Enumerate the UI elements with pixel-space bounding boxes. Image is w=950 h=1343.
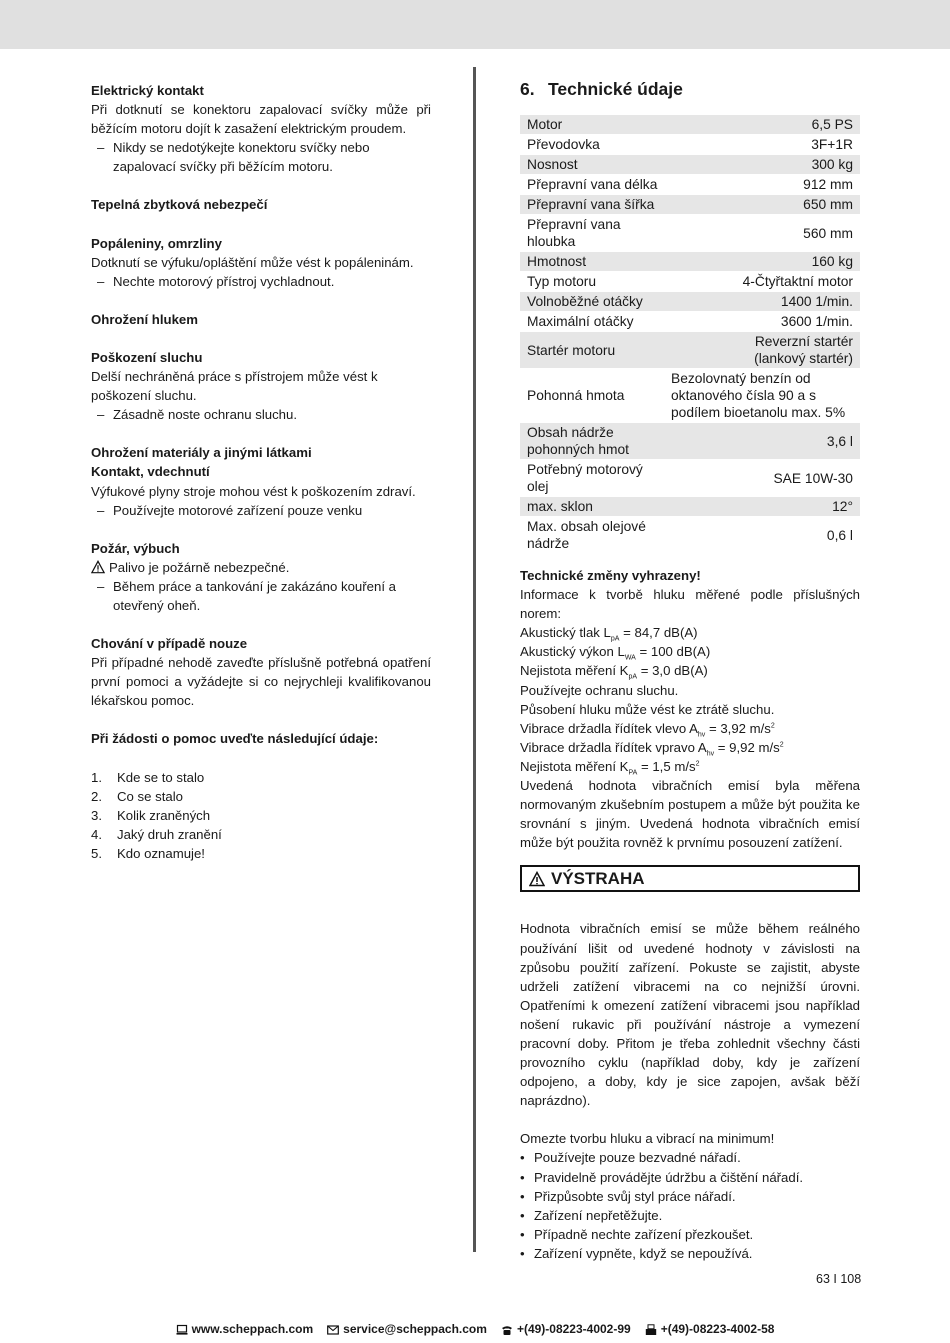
spec-row <box>520 332 860 369</box>
spec-value: 4-Čtyřtaktní motor <box>665 272 860 292</box>
paragraph: Omezte tvorbu hluku a vibrací na minimum! <box>520 1131 775 1147</box>
spec-label: Motor <box>520 115 665 135</box>
spec-value: 12° <box>665 497 860 517</box>
spec-row <box>520 272 860 292</box>
paragraph: Dotknutí se výfuku/opláštění může vést k popáleninám. <box>91 254 414 270</box>
bullet-item: • Přizpůsobte svůj styl práce nářadí. <box>520 1187 860 1206</box>
warning-box <box>520 865 860 892</box>
spec-row <box>520 195 860 215</box>
paragraph: Delší nechráněná práce s přístrojem může vést k poškození sluchu. <box>91 369 378 404</box>
spec-value: Bezolovnatý benzín od oktanového čísla 90 a s podílem bioetanolu max. 5% <box>665 369 860 423</box>
measure-line: Vibrace držadla řídítek vpravo $A_{hv} = 9,92$ $m/s^2$ <box>520 739 784 758</box>
list-item: 2. Co se stalo <box>91 788 183 804</box>
measure-line: Akustický výkon $L_{WA} = 100$ dB(A) <box>520 644 711 663</box>
spec-label: Přepravní vana šířka <box>520 195 665 215</box>
column-divider <box>473 67 476 1252</box>
spec-row <box>520 369 860 423</box>
spec-label: Typ motoru <box>520 272 665 292</box>
paragraph: Používejte ochranu sluchu. <box>520 682 679 698</box>
warning-icon <box>529 871 545 887</box>
spec-label: Potřebný motorový olej <box>520 460 665 497</box>
footer-fax[interactable]: +(49)-08223-4002-58 <box>645 1320 775 1339</box>
section-title: Požár, výbuch <box>91 540 180 556</box>
bullet-item: • Pravidelně provádějte údržbu a čištění nářadí. <box>520 1168 860 1187</box>
spec-label: Obsah nádrže pohonných hmot <box>520 423 665 460</box>
spec-row <box>520 312 860 332</box>
right-column <box>520 78 860 1263</box>
list-item: 1. Kde se to stalo <box>91 769 205 785</box>
spec-row <box>520 252 860 272</box>
email-icon <box>327 1324 339 1336</box>
left-column <box>91 81 431 863</box>
section-title: Poškození sluchu <box>91 349 203 365</box>
section-title: Ohrožení materiály a jinými látkami <box>91 445 312 461</box>
top-bar <box>0 0 950 49</box>
spec-label: Maximální otáčky <box>520 312 665 332</box>
dash-item: – Zásadně noste ochranu sluchu. <box>91 405 431 424</box>
spec-row <box>520 517 860 554</box>
paragraph: Hodnota vibračních emisí se může během reálného používání lišit od uvedené hodnoty v závislosti na způsobu použití zařízení. Pokuste se zajistit, abyste udrželi zatížení vibracemi na co nejnižší úrovni. Opatřeními k omezení zatížení vibracemi jsou například nošení rukavic při používání nástroje a vymezení pracovní doby. Přitom je třeba zohlednit všechny části provozního cyklu (například doby, kdy je zařízení odpojeno, a doby, kdy je sice zapojen, avšak běží naprázdno). <box>520 921 860 1109</box>
spec-label: Volnoběžné otáčky <box>520 292 665 312</box>
spec-row <box>520 155 860 175</box>
spec-label: max. sklon <box>520 497 665 517</box>
dash-item: – Nikdy se nedotýkejte konektoru svíčky nebo zapalovací svíčky při běžícím motoru. <box>91 138 431 176</box>
section-title: Tepelná zbytková nebezpečí <box>91 197 268 213</box>
bullet-item: • Zařízení nepřetěžujte. <box>520 1206 860 1225</box>
bullet-item: • Zařízení vypněte, když se nepoužívá. <box>520 1244 860 1263</box>
section-title: Chování v případě nouze <box>91 636 248 652</box>
spec-value: Reverzní startér (lankový startér) <box>665 332 860 369</box>
warning-text: Palivo je požárně nebezpečné. <box>109 559 290 575</box>
spec-table <box>520 115 860 554</box>
measure-line: Nejistota měření $K_{PA} = 1,5$ $m/s^2$ <box>520 758 700 777</box>
spec-value: 300 kg <box>665 155 860 175</box>
list-item: 4. Jaký druh zranění <box>91 826 222 842</box>
warning-icon <box>91 560 105 574</box>
computer-icon <box>176 1324 188 1336</box>
warning-line <box>91 558 431 577</box>
paragraph: Při dotknutí se konektoru zapalovací svíčky může při běžícím motoru dojít k zasažení elektrickým proudem. <box>91 102 431 137</box>
paragraph: Uvedená hodnota vibračních emisí byla měřena normovaným zkušebním postupem a může být použita ke srovnání s jiným. Uvedená hodnota vibračních emisí může být použita rovněž k prvnímu posouzení zatížení. <box>520 778 860 851</box>
section-title: Ohrožení hlukem <box>91 311 198 327</box>
spec-row <box>520 115 860 135</box>
fax-icon <box>645 1324 657 1336</box>
footer <box>0 1316 950 1343</box>
page-number: 63 I 108 <box>816 1272 862 1286</box>
spec-value: 650 mm <box>665 195 860 215</box>
spec-label: Pohonná hmota <box>520 369 665 423</box>
section-heading: 6. Technické údaje <box>520 79 683 99</box>
spec-value: 912 mm <box>665 175 860 195</box>
spec-row <box>520 292 860 312</box>
paragraph: Informace k tvorbě hluku měřené podle příslušných norem: <box>520 587 860 622</box>
changes-note: Technické změny vyhrazeny! <box>520 568 701 583</box>
spec-label: Nosnost <box>520 155 665 175</box>
spec-value: 160 kg <box>665 252 860 272</box>
spec-row <box>520 423 860 460</box>
list-item: 5. Kdo oznamuje! <box>91 845 205 861</box>
spec-label: Max. obsah olejové nádrže <box>520 517 665 554</box>
bullet-item: • Používejte pouze bezvadné nářadí. <box>520 1148 860 1167</box>
footer-web[interactable]: www.scheppach.com <box>176 1320 314 1339</box>
dash-item: – Nechte motorový přístroj vychladnout. <box>91 272 431 291</box>
footer-email[interactable]: service@scheppach.com <box>327 1320 487 1339</box>
spec-value: 3600 1/min. <box>665 312 860 332</box>
bullet-item: • Případně nechte zařízení přezkoušet. <box>520 1225 860 1244</box>
spec-value: 6,5 PS <box>665 115 860 135</box>
spec-row <box>520 460 860 497</box>
spec-value: 1400 1/min. <box>665 292 860 312</box>
spec-value: 3F+1R <box>665 135 860 155</box>
spec-value: 3,6 l <box>665 423 860 460</box>
spec-row <box>520 215 860 252</box>
spec-label: Přepravní vana hloubka <box>520 215 665 252</box>
phone-icon <box>501 1324 513 1336</box>
section-title: Při žádosti o pomoc uveďte následující údaje: <box>91 731 379 747</box>
spec-row <box>520 175 860 195</box>
paragraph: Při případné nehodě zaveďte příslušně potřebná opatření první pomoci a vyžádejte si co nejrychleji kvalifikovanou lékařskou pomoc. <box>91 655 431 709</box>
section-title: Elektrický kontakt <box>91 83 204 98</box>
spec-label: Hmotnost <box>520 252 665 272</box>
measure-line: Nejistota měření $K_{pA} = 3,0$ dB(A) <box>520 663 708 682</box>
footer-phone[interactable]: +(49)-08223-4002-99 <box>501 1320 631 1339</box>
list-item: 3. Kolik zraněných <box>91 807 211 823</box>
spec-value: 0,6 l <box>665 517 860 554</box>
measure-line: Akustický tlak $L_{pA} = 84,7$ dB(A) <box>520 625 698 643</box>
measure-line: Vibrace držadla řídítek vlevo $A_{hv} = 3,92$ $m/s^2$ <box>520 720 775 739</box>
warning-title: VÝSTRAHA <box>551 869 645 889</box>
section-title: Popáleniny, omrzliny <box>91 235 222 251</box>
spec-row <box>520 497 860 517</box>
spec-value: 560 mm <box>665 215 860 252</box>
spec-row <box>520 135 860 155</box>
spec-label: Převodovka <box>520 135 665 155</box>
paragraph: Působení hluku může vést ke ztrátě sluchu. <box>520 701 775 717</box>
dash-item: – Používejte motorové zařízení pouze venku <box>91 501 431 520</box>
section-subtitle: Kontakt, vdechnutí <box>91 464 210 480</box>
paragraph: Výfukové plyny stroje mohou vést k poškozením zdraví. <box>91 483 416 499</box>
spec-label: Startér motoru <box>520 332 665 369</box>
help-list <box>91 768 431 863</box>
spec-label: Přepravní vana délka <box>520 175 665 195</box>
spec-value: SAE 10W-30 <box>665 460 860 497</box>
dash-item: – Během práce a tankování je zakázáno kouření a otevřený oheň. <box>91 577 431 615</box>
